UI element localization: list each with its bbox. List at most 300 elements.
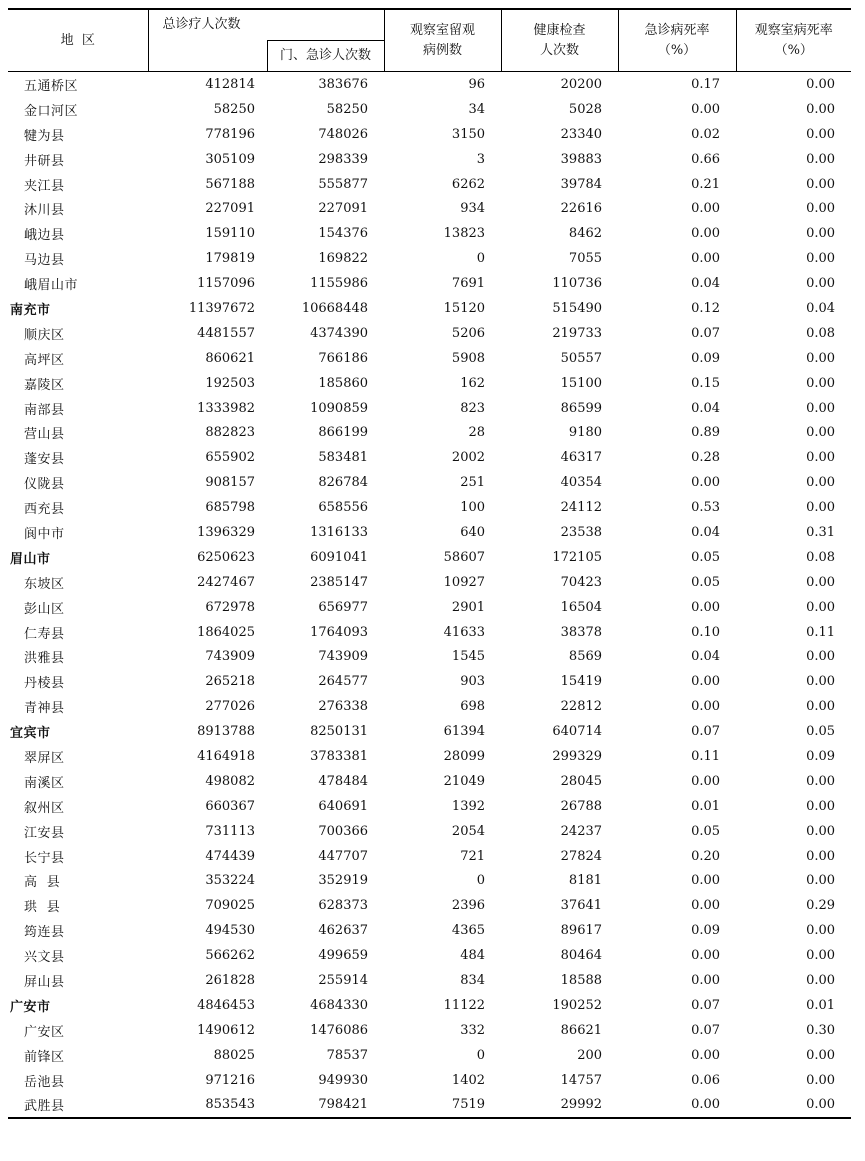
cell-health-checkups: 14757 bbox=[560, 1072, 603, 1088]
cell-outpatient-emergency: 383676 bbox=[318, 76, 369, 92]
cell-observation-mortality: 0.00 bbox=[736, 1093, 851, 1119]
cell-observation-mortality: 0.00 bbox=[806, 1072, 836, 1088]
cell-emergency-mortality: 0.15 bbox=[691, 375, 721, 391]
cell-health-checkups: 80464 bbox=[560, 948, 603, 964]
cell-observation-mortality: 0.00 bbox=[806, 923, 836, 939]
cell-region: 沐川县 bbox=[24, 203, 65, 219]
table-row bbox=[8, 1093, 851, 1119]
table-row bbox=[8, 595, 851, 620]
cell-health-checkups: 86621 bbox=[560, 1022, 603, 1038]
cell-observation-mortality: 0.00 bbox=[806, 973, 836, 988]
table-row bbox=[8, 396, 851, 421]
cell-observation-cases: 4365 bbox=[451, 923, 486, 939]
cell-observation-mortality: 0.00 bbox=[806, 1047, 836, 1063]
cell-outpatient-emergency: 185860 bbox=[318, 375, 369, 391]
table-row-city bbox=[8, 545, 851, 570]
cell-outpatient-emergency: 298339 bbox=[318, 151, 369, 167]
table-row bbox=[8, 644, 851, 669]
cell-region: 营山县 bbox=[24, 427, 65, 443]
cell-outpatient-emergency: 478484 bbox=[318, 773, 369, 789]
statistics-table-container bbox=[8, 8, 851, 1119]
cell-health-checkups: 20200 bbox=[560, 76, 603, 92]
cell-observation-mortality: 0.00 bbox=[806, 101, 836, 117]
cell-total-visits: 265218 bbox=[205, 674, 255, 690]
cell-emergency-mortality: 0.07 bbox=[691, 724, 721, 740]
cell-observation-mortality: 0.00 bbox=[806, 450, 836, 466]
cell-health-checkups: 23538 bbox=[560, 524, 603, 540]
cell-observation-mortality: 0.00 bbox=[806, 151, 836, 167]
table-row bbox=[8, 420, 851, 445]
cell-total-visits: 412814 bbox=[205, 76, 255, 92]
table-row bbox=[8, 470, 851, 495]
cell-observation-cases: 834 bbox=[460, 973, 486, 988]
cell-outpatient-emergency: 58250 bbox=[326, 101, 369, 117]
cell-health-checkups: 39883 bbox=[560, 151, 603, 167]
header-region bbox=[8, 9, 148, 72]
cell-outpatient-emergency: 658556 bbox=[318, 500, 369, 516]
cell-health-checkups: 16504 bbox=[560, 599, 603, 615]
cell-total-visits: 8913788 bbox=[197, 724, 255, 740]
cell-health-checkups: 299329 bbox=[552, 748, 603, 764]
table-row bbox=[8, 221, 851, 246]
cell-region: 洪雅县 bbox=[24, 651, 65, 667]
cell-emergency-mortality: 0.00 bbox=[691, 948, 721, 964]
cell-outpatient-emergency: 1090859 bbox=[310, 400, 369, 416]
cell-health-checkups: 200 bbox=[577, 1047, 603, 1063]
cell-region: 峨眉山市 bbox=[24, 278, 79, 294]
cell-emergency-mortality: 0.05 bbox=[691, 823, 721, 839]
cell-total-visits: 159110 bbox=[205, 226, 255, 242]
cell-emergency-mortality: 0.66 bbox=[691, 151, 721, 167]
cell-observation-cases: 34 bbox=[468, 101, 486, 117]
cell-health-checkups: 50557 bbox=[560, 350, 603, 366]
cell-region: 马边县 bbox=[24, 253, 65, 269]
cell-total-visits: 908157 bbox=[205, 475, 255, 491]
cell-total-visits: 353224 bbox=[205, 873, 255, 889]
cell-outpatient-emergency: 640691 bbox=[318, 798, 369, 814]
table-header bbox=[8, 9, 851, 72]
cell-observation-cases: 2002 bbox=[451, 450, 486, 466]
cell-observation-mortality: 0.00 bbox=[806, 848, 836, 864]
cell-total-visits: 494530 bbox=[205, 923, 255, 939]
cell-outpatient-emergency: 743909 bbox=[318, 649, 369, 665]
header-observation-cases bbox=[384, 9, 501, 72]
cell-region: 广安区 bbox=[24, 1024, 65, 1040]
cell-region: 南溪区 bbox=[24, 775, 65, 791]
cell-outpatient-emergency: 628373 bbox=[318, 898, 369, 914]
cell-emergency-mortality: 0.09 bbox=[691, 923, 721, 939]
table-row bbox=[8, 520, 851, 545]
cell-outpatient-emergency: 1155986 bbox=[310, 276, 369, 292]
table-row bbox=[8, 769, 851, 794]
table-row bbox=[8, 943, 851, 968]
cell-region: 阆中市 bbox=[24, 526, 65, 542]
cell-region: 彭山区 bbox=[24, 601, 65, 617]
table-row bbox=[8, 1018, 851, 1043]
cell-total-visits: 660367 bbox=[205, 798, 255, 814]
cell-health-checkups: 37641 bbox=[560, 898, 603, 914]
cell-observation-mortality: 0.00 bbox=[806, 276, 836, 292]
cell-health-checkups: 515490 bbox=[552, 300, 603, 316]
cell-emergency-mortality: 0.53 bbox=[691, 500, 721, 516]
cell-total-visits: 882823 bbox=[205, 425, 255, 441]
cell-emergency-mortality: 0.00 bbox=[691, 773, 721, 789]
table-row bbox=[8, 669, 851, 694]
header-emergency-mortality-line1: 急诊病死率 bbox=[644, 22, 710, 38]
cell-outpatient-emergency: 352919 bbox=[318, 873, 369, 889]
header-observation-mortality-line1: 观察室病死率 bbox=[754, 22, 833, 38]
cell-region: 筠连县 bbox=[24, 925, 65, 941]
cell-region: 长宁县 bbox=[24, 850, 65, 866]
cell-outpatient-emergency: 447707 bbox=[318, 848, 369, 864]
cell-health-checkups: 26788 bbox=[560, 798, 603, 814]
cell-outpatient-emergency: 3783381 bbox=[310, 748, 369, 764]
cell-total-visits: 11397672 bbox=[188, 300, 255, 316]
cell-observation-cases: 28099 bbox=[443, 748, 486, 764]
cell-emergency-mortality: 0.10 bbox=[691, 624, 721, 640]
cell-emergency-mortality: 0.00 bbox=[691, 226, 721, 242]
medical-statistics-table bbox=[8, 8, 851, 1119]
cell-observation-cases: 100 bbox=[460, 500, 486, 516]
cell-emergency-mortality: 0.28 bbox=[691, 450, 721, 466]
cell-health-checkups: 24237 bbox=[560, 823, 603, 839]
cell-emergency-mortality: 0.00 bbox=[691, 101, 721, 117]
cell-region: 五通桥区 bbox=[24, 78, 79, 94]
cell-observation-cases: 11122 bbox=[443, 997, 486, 1013]
cell-total-visits: 743909 bbox=[205, 649, 255, 665]
cell-outpatient-emergency: 6091041 bbox=[310, 549, 369, 565]
cell-observation-cases: 3 bbox=[476, 151, 486, 167]
cell-total-visits: 731113 bbox=[205, 823, 255, 839]
table-row bbox=[8, 1068, 851, 1093]
cell-emergency-mortality: 0.00 bbox=[691, 873, 721, 889]
cell-emergency-mortality: 0.20 bbox=[691, 848, 721, 864]
cell-region: 武胜县 bbox=[8, 1093, 148, 1119]
cell-observation-mortality: 0.00 bbox=[806, 176, 836, 192]
cell-observation-cases: 484 bbox=[460, 948, 486, 964]
cell-region: 金口河区 bbox=[24, 103, 79, 119]
cell-region: 叙州区 bbox=[24, 800, 65, 816]
cell-observation-cases: 3150 bbox=[451, 126, 486, 142]
cell-health-checkups: 172105 bbox=[552, 549, 603, 565]
table-row bbox=[8, 196, 851, 221]
cell-observation-cases: 2396 bbox=[451, 898, 486, 914]
cell-total-visits: 261828 bbox=[205, 973, 255, 988]
cell-emergency-mortality: 0.17 bbox=[691, 76, 721, 92]
table-row bbox=[8, 72, 851, 97]
table-row bbox=[8, 794, 851, 819]
table-row bbox=[8, 694, 851, 719]
cell-outpatient-emergency: 154376 bbox=[318, 226, 369, 242]
cell-outpatient-emergency: 748026 bbox=[318, 126, 369, 142]
cell-observation-cases: 903 bbox=[460, 674, 486, 690]
cell-total-visits: 4481557 bbox=[197, 325, 255, 341]
cell-outpatient-emergency: 276338 bbox=[318, 699, 369, 715]
cell-emergency-mortality: 0.12 bbox=[691, 300, 721, 316]
table-row bbox=[8, 1043, 851, 1068]
cell-observation-cases: 251 bbox=[460, 475, 486, 491]
cell-emergency-mortality: 0.07 bbox=[691, 997, 721, 1013]
header-observation-cases-line1: 观察室留观 bbox=[410, 22, 476, 38]
cell-total-visits: 685798 bbox=[205, 500, 255, 516]
cell-health-checkups: 40354 bbox=[560, 475, 603, 491]
table-row bbox=[8, 445, 851, 470]
cell-health-checkups: 70423 bbox=[560, 574, 603, 590]
header-observation-mortality bbox=[736, 9, 851, 72]
cell-health-checkups: 27824 bbox=[560, 848, 603, 864]
cell-observation-mortality: 0.00 bbox=[806, 773, 836, 789]
cell-total-visits: 1864025 bbox=[197, 624, 255, 640]
cell-outpatient-emergency: 700366 bbox=[318, 823, 369, 839]
table-row bbox=[8, 172, 851, 197]
cell-emergency-mortality: 0.21 bbox=[691, 176, 721, 192]
cell-emergency-mortality: 0.01 bbox=[691, 798, 721, 814]
cell-observation-cases: 28 bbox=[468, 425, 486, 441]
cell-observation-cases: 721 bbox=[460, 848, 486, 864]
cell-total-visits: 1157096 bbox=[197, 276, 255, 292]
cell-observation-mortality: 0.00 bbox=[806, 400, 836, 416]
cell-emergency-mortality: 0.00 bbox=[691, 251, 721, 267]
cell-observation-mortality: 0.00 bbox=[806, 823, 836, 839]
cell-region: 宜宾市 bbox=[10, 726, 51, 742]
table-row-city bbox=[8, 993, 851, 1018]
cell-observation-mortality: 0.08 bbox=[806, 325, 836, 341]
cell-health-checkups: 8462 bbox=[568, 226, 603, 242]
cell-total-visits: 971216 bbox=[205, 1072, 255, 1088]
header-outpatient-emergency bbox=[267, 41, 384, 72]
cell-total-visits: 192503 bbox=[205, 375, 255, 391]
cell-emergency-mortality: 0.07 bbox=[691, 1022, 721, 1038]
cell-total-visits: 474439 bbox=[205, 848, 255, 864]
cell-total-visits: 778196 bbox=[205, 126, 255, 142]
cell-observation-cases: 58607 bbox=[443, 549, 486, 565]
cell-region: 江安县 bbox=[24, 825, 65, 841]
cell-outpatient-emergency: 499659 bbox=[318, 948, 369, 964]
cell-total-visits: 4164918 bbox=[197, 748, 255, 764]
cell-region: 仪陇县 bbox=[24, 477, 65, 493]
cell-observation-cases: 21049 bbox=[443, 773, 486, 789]
cell-observation-mortality: 0.11 bbox=[806, 624, 836, 640]
cell-region: 顺庆区 bbox=[24, 327, 65, 343]
cell-region: 高坪区 bbox=[24, 352, 65, 368]
cell-observation-mortality: 0.00 bbox=[806, 798, 836, 814]
header-region-label: 地 区 bbox=[60, 32, 95, 48]
cell-observation-mortality: 0.00 bbox=[806, 126, 836, 142]
cell-outpatient-emergency: 555877 bbox=[318, 176, 369, 192]
cell-emergency-mortality: 0.02 bbox=[691, 126, 721, 142]
cell-health-checkups: 219733 bbox=[552, 325, 603, 341]
cell-outpatient-emergency: 826784 bbox=[318, 475, 369, 491]
cell-observation-cases: 640 bbox=[460, 524, 486, 540]
cell-observation-mortality: 0.00 bbox=[806, 574, 836, 590]
cell-total-visits: 567188 bbox=[205, 176, 255, 192]
cell-observation-mortality: 0.00 bbox=[806, 873, 836, 889]
cell-observation-mortality: 0.09 bbox=[806, 748, 836, 764]
cell-observation-cases: 1545 bbox=[451, 649, 486, 665]
cell-observation-cases: 332 bbox=[460, 1022, 486, 1038]
header-observation-mortality-line2: （%） bbox=[774, 42, 813, 58]
table-row bbox=[8, 147, 851, 172]
cell-outpatient-emergency: 78537 bbox=[326, 1047, 369, 1063]
cell-outpatient-emergency: 1476086 bbox=[310, 1022, 369, 1038]
cell-region: 眉山市 bbox=[10, 551, 51, 567]
table-row bbox=[8, 122, 851, 147]
table-row bbox=[8, 271, 851, 296]
cell-observation-cases: 5908 bbox=[451, 350, 486, 366]
cell-emergency-mortality: 0.00 bbox=[691, 898, 721, 914]
cell-emergency-mortality: 0.89 bbox=[691, 425, 721, 441]
cell-total-visits: 709025 bbox=[205, 898, 255, 914]
cell-health-checkups: 28045 bbox=[560, 773, 603, 789]
cell-total-visits: 4846453 bbox=[197, 997, 255, 1013]
cell-observation-mortality: 0.01 bbox=[806, 997, 836, 1013]
table-body bbox=[8, 72, 851, 1119]
cell-emergency-mortality: 0.04 bbox=[691, 649, 721, 665]
table-row bbox=[8, 869, 851, 894]
cell-observation-cases: 96 bbox=[468, 76, 486, 92]
table-row bbox=[8, 495, 851, 520]
cell-total-visits: 179819 bbox=[205, 251, 255, 267]
cell-health-checkups: 190252 bbox=[552, 997, 603, 1013]
table-row bbox=[8, 819, 851, 844]
cell-region: 犍为县 bbox=[24, 128, 65, 144]
cell-observation-cases: 1392 bbox=[451, 798, 486, 814]
cell-emergency-mortality: 0.04 bbox=[691, 400, 721, 416]
table-row-city bbox=[8, 296, 851, 321]
cell-outpatient-emergency: 949930 bbox=[318, 1072, 369, 1088]
cell-total-visits: 1333982 bbox=[197, 400, 255, 416]
header-health-checkups bbox=[501, 9, 618, 72]
cell-total-visits: 58250 bbox=[213, 101, 255, 117]
cell-outpatient-emergency: 1764093 bbox=[310, 624, 369, 640]
cell-outpatient-emergency: 255914 bbox=[318, 973, 369, 988]
cell-health-checkups: 15419 bbox=[560, 674, 603, 690]
cell-health-checkups: 89617 bbox=[560, 923, 603, 939]
cell-total-visits: 1396329 bbox=[197, 524, 255, 540]
cell-health-checkups: 86599 bbox=[560, 400, 603, 416]
cell-emergency-mortality: 0.04 bbox=[691, 276, 721, 292]
cell-observation-mortality: 0.00 bbox=[806, 201, 836, 217]
cell-observation-cases: 5206 bbox=[451, 325, 486, 341]
cell-observation-mortality: 0.00 bbox=[806, 649, 836, 665]
cell-health-checkups: 29992 bbox=[501, 1093, 618, 1119]
cell-total-visits: 566262 bbox=[205, 948, 255, 964]
cell-emergency-mortality: 0.00 bbox=[691, 699, 721, 715]
cell-observation-mortality: 0.05 bbox=[806, 724, 836, 740]
cell-health-checkups: 8569 bbox=[568, 649, 603, 665]
cell-outpatient-emergency: 462637 bbox=[318, 923, 369, 939]
cell-region: 南充市 bbox=[10, 302, 51, 318]
cell-region: 岳池县 bbox=[24, 1074, 65, 1090]
table-row bbox=[8, 246, 851, 271]
cell-health-checkups: 110736 bbox=[552, 276, 603, 292]
cell-total-visits: 498082 bbox=[205, 773, 255, 789]
cell-observation-cases: 7519 bbox=[384, 1093, 501, 1119]
cell-observation-mortality: 0.00 bbox=[806, 375, 836, 391]
cell-health-checkups: 38378 bbox=[560, 624, 603, 640]
header-emergency-mortality-line2: （%） bbox=[657, 42, 697, 58]
cell-observation-mortality: 0.00 bbox=[806, 76, 836, 92]
cell-observation-cases: 61394 bbox=[443, 724, 486, 740]
cell-region: 蓬安县 bbox=[24, 452, 65, 468]
cell-total-visits: 1490612 bbox=[197, 1022, 255, 1038]
cell-observation-cases: 6262 bbox=[451, 176, 486, 192]
cell-emergency-mortality: 0.00 bbox=[691, 201, 721, 217]
table-row bbox=[8, 844, 851, 869]
cell-region: 广安市 bbox=[10, 999, 51, 1015]
cell-outpatient-emergency: 227091 bbox=[318, 201, 369, 217]
cell-outpatient-emergency: 169822 bbox=[318, 251, 369, 267]
cell-observation-mortality: 0.04 bbox=[806, 300, 836, 316]
cell-health-checkups: 15100 bbox=[560, 375, 603, 391]
table-row bbox=[8, 744, 851, 769]
cell-emergency-mortality: 0.00 bbox=[691, 674, 721, 690]
cell-total-visits: 6250623 bbox=[197, 549, 255, 565]
cell-region: 南部县 bbox=[24, 402, 65, 418]
cell-observation-cases: 41633 bbox=[443, 624, 486, 640]
cell-emergency-mortality: 0.04 bbox=[691, 524, 721, 540]
cell-emergency-mortality: 0.06 bbox=[691, 1072, 721, 1088]
cell-observation-mortality: 0.00 bbox=[806, 599, 836, 615]
cell-observation-cases: 698 bbox=[460, 699, 486, 715]
cell-emergency-mortality: 0.07 bbox=[691, 325, 721, 341]
cell-health-checkups: 23340 bbox=[560, 126, 603, 142]
cell-health-checkups: 9180 bbox=[568, 425, 603, 441]
cell-region: 兴文县 bbox=[24, 950, 65, 966]
cell-observation-mortality: 0.30 bbox=[806, 1022, 836, 1038]
cell-region: 嘉陵区 bbox=[24, 377, 65, 393]
cell-total-visits: 655902 bbox=[205, 450, 255, 466]
cell-observation-mortality: 0.00 bbox=[806, 226, 836, 242]
cell-observation-cases: 10927 bbox=[443, 574, 486, 590]
cell-health-checkups: 22812 bbox=[560, 699, 603, 715]
header-total-visits-label: 总诊疗人次数 bbox=[162, 17, 241, 32]
cell-region: 仁寿县 bbox=[24, 626, 65, 642]
cell-emergency-mortality: 0.05 bbox=[691, 574, 721, 590]
cell-observation-mortality: 0.00 bbox=[806, 948, 836, 964]
cell-outpatient-emergency: 8250131 bbox=[310, 724, 369, 740]
cell-outpatient-emergency: 10668448 bbox=[301, 300, 369, 316]
cell-region: 东坡区 bbox=[24, 576, 65, 592]
cell-observation-cases: 2054 bbox=[451, 823, 486, 839]
table-row bbox=[8, 918, 851, 943]
cell-observation-cases: 162 bbox=[460, 375, 486, 391]
cell-total-visits: 860621 bbox=[205, 350, 255, 366]
cell-region: 珙 县 bbox=[24, 900, 61, 916]
table-row bbox=[8, 620, 851, 645]
cell-observation-mortality: 0.00 bbox=[806, 699, 836, 715]
cell-observation-cases: 823 bbox=[460, 400, 486, 416]
cell-health-checkups: 22616 bbox=[560, 201, 603, 217]
cell-observation-cases: 934 bbox=[460, 201, 486, 217]
cell-health-checkups: 5028 bbox=[568, 101, 603, 117]
cell-health-checkups: 8181 bbox=[568, 873, 603, 889]
cell-emergency-mortality: 0.11 bbox=[691, 748, 721, 764]
cell-observation-cases: 2901 bbox=[451, 599, 486, 615]
table-row-city bbox=[8, 719, 851, 744]
cell-total-visits: 305109 bbox=[205, 151, 255, 167]
table-row bbox=[8, 570, 851, 595]
cell-emergency-mortality: 0.00 bbox=[691, 1047, 721, 1063]
cell-observation-mortality: 0.00 bbox=[806, 674, 836, 690]
cell-outpatient-emergency: 1316133 bbox=[310, 524, 369, 540]
cell-outpatient-emergency: 264577 bbox=[318, 674, 369, 690]
cell-region: 井研县 bbox=[24, 153, 65, 169]
cell-observation-mortality: 0.00 bbox=[806, 350, 836, 366]
cell-region: 前锋区 bbox=[24, 1049, 65, 1065]
cell-observation-cases: 0 bbox=[476, 251, 486, 267]
cell-observation-cases: 13823 bbox=[443, 226, 486, 242]
